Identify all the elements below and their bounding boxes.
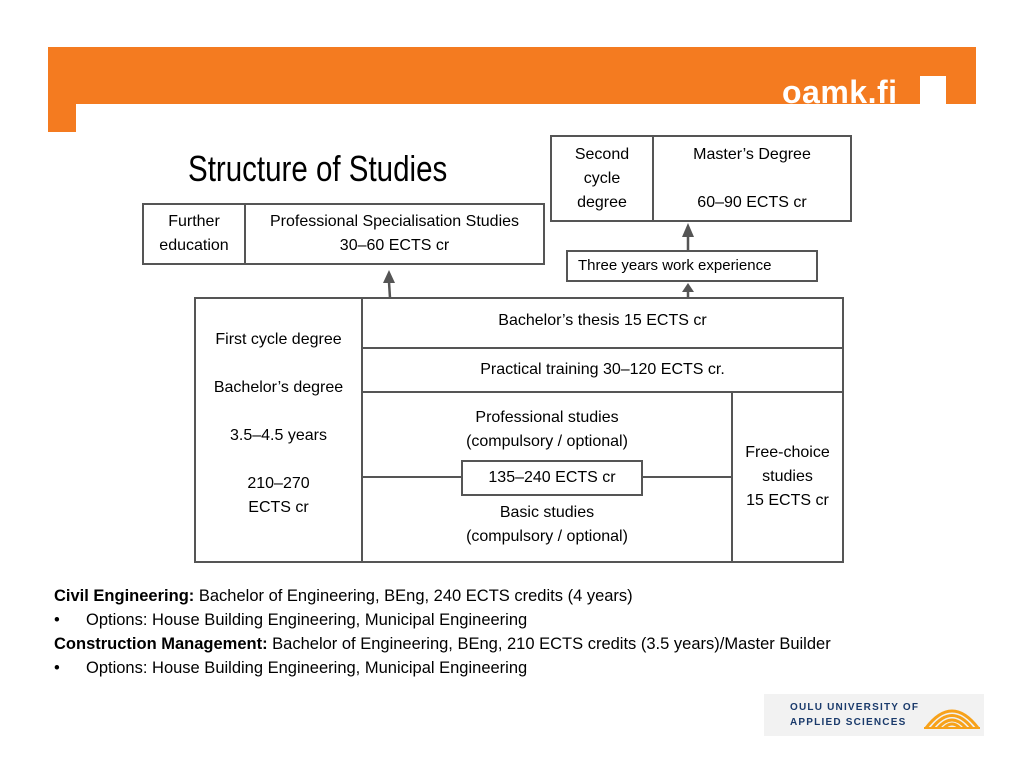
work-experience-label: Three years work experience — [578, 257, 772, 274]
programme-options: Options: House Building Engineering, Municipal Engineering — [86, 659, 528, 677]
core-credits-label: 135–240 ECTS cr — [488, 469, 616, 486]
arrow-head-further-education — [383, 270, 395, 283]
basic-studies-label: Basic studies (compulsory / optional) — [466, 504, 628, 545]
bullet: • — [54, 611, 60, 629]
first-cycle-summary — [196, 299, 361, 561]
masters-degree-label: Master’s Degree — [693, 146, 811, 163]
brand-url[interactable]: oamk.fi — [782, 74, 898, 110]
further-education-label: Further education — [159, 213, 229, 254]
duration-label: 3.5–4.5 years — [230, 427, 327, 444]
arrow-head-work-experience — [682, 283, 694, 292]
programme-name: Construction Management: — [54, 635, 268, 653]
specialisation-credits: 30–60 ECTS cr — [339, 237, 450, 254]
logo-text-line1: OULU UNIVERSITY OF — [790, 702, 920, 713]
thesis-cell — [363, 299, 842, 347]
page-title: Structure of Studies — [188, 148, 448, 189]
programme-civil-engineering — [54, 584, 1014, 609]
practical-training-cell — [363, 349, 842, 391]
free-choice-label: Free-choice studies 15 ECTS cr — [745, 444, 830, 509]
professional-studies-label: Professional studies (compulsory / optional) — [466, 409, 628, 450]
programme-options: Options: House Building Engineering, Municipal Engineering — [86, 611, 528, 629]
masters-degree-credits: 60–90 ECTS cr — [697, 194, 807, 211]
programme-name: Civil Engineering: — [54, 587, 195, 605]
first-cycle-credits: 210–270 ECTS cr — [247, 475, 310, 516]
programme-description: Bachelor of Engineering, BEng, 210 ECTS credits (3.5 years)/Master Builder — [267, 635, 831, 653]
logo-text-line2: APPLIED SCIENCES — [790, 717, 907, 728]
programme-construction-management-options — [54, 656, 1014, 681]
practical-training-label: Practical training 30–120 ECTS cr. — [480, 361, 725, 378]
specialisation-name: Professional Specialisation Studies — [269, 213, 520, 230]
sunrise-arcs-icon — [920, 694, 984, 734]
programme-civil-engineering-options — [54, 608, 1014, 633]
arrow-to-further-education — [389, 282, 390, 298]
thesis-label: Bachelor’s thesis 15 ECTS cr — [498, 312, 707, 329]
bachelors-degree-label: Bachelor’s degree — [213, 379, 344, 396]
second-cycle-label: Second cycle degree — [574, 145, 630, 211]
arrow-head-second-cycle — [682, 223, 694, 237]
first-cycle-label: First cycle degree — [215, 331, 342, 348]
programme-description: Bachelor of Engineering, BEng, 240 ECTS credits (4 years) — [194, 587, 633, 605]
programme-construction-management — [54, 632, 1014, 657]
core-credits-box — [461, 460, 643, 496]
bullet: • — [54, 659, 60, 677]
